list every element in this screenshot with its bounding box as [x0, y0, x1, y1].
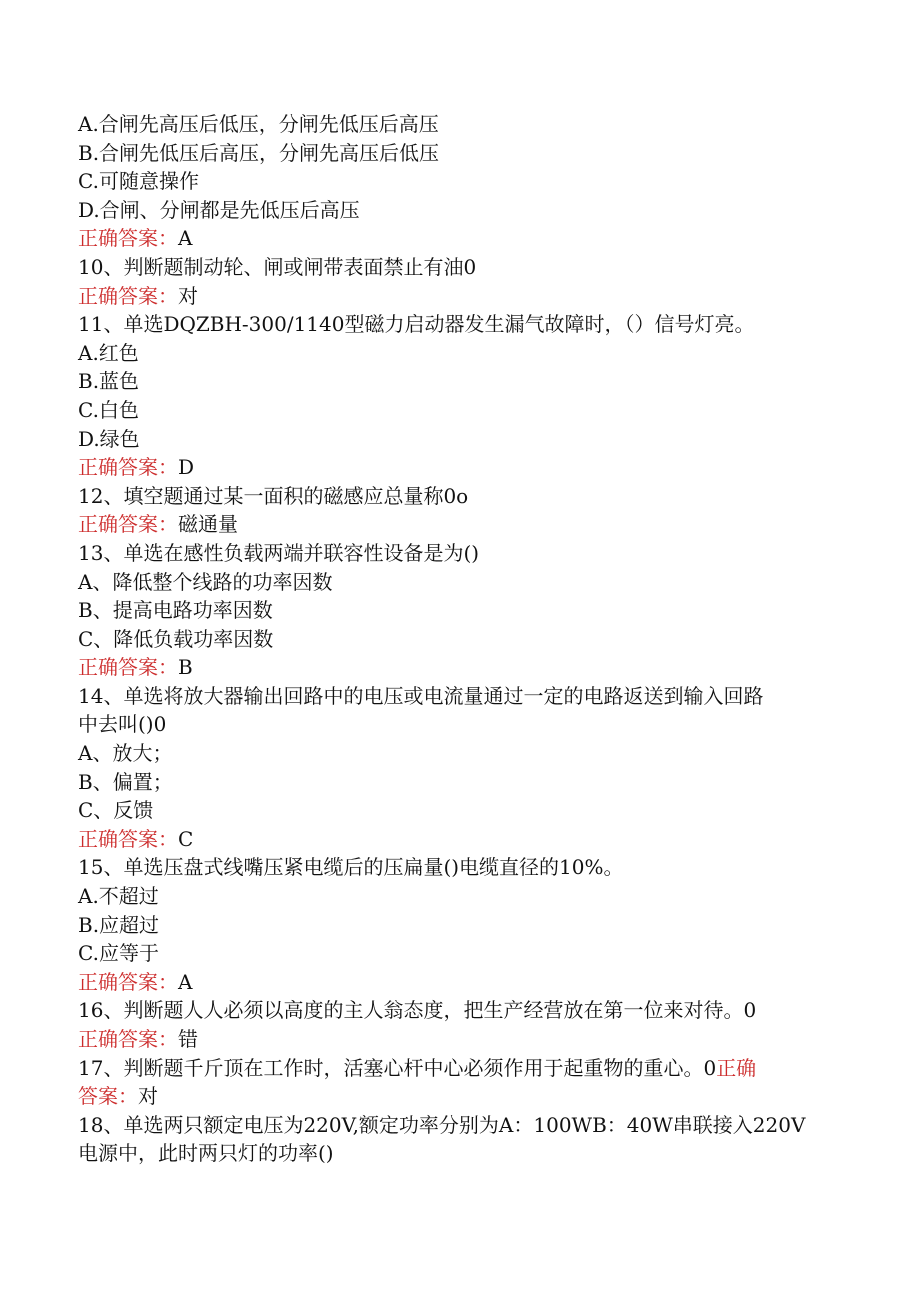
- q17-answer-label-part-2: 答案：: [78, 1084, 138, 1109]
- q11-answer-line: [78, 453, 823, 482]
- answer-label: 正确答案：: [78, 1027, 178, 1051]
- q17-answer-line: [78, 1082, 823, 1111]
- q12-answer-line: [78, 510, 823, 539]
- q14-question-line-1: 14、单选将放大器输出回路中的电压或电流量通过一定的电路返送到输入回路: [78, 683, 764, 708]
- q11-option-c: C.白色: [78, 397, 139, 422]
- q14-option-a: A、放大；: [78, 741, 173, 766]
- q9-option-d: D.合闸、分闸都是先低压后高压: [78, 197, 360, 222]
- q17-answer-label-part-1: 正确: [716, 1055, 757, 1080]
- q11-option-b: B.蓝色: [78, 369, 140, 394]
- q9-option-c: C.可随意操作: [78, 169, 199, 194]
- document-page: [78, 110, 823, 1168]
- q14-option-b: B、偏置；: [78, 769, 173, 794]
- q15-answer-line: [78, 968, 823, 997]
- q17-question-line: [78, 1054, 823, 1083]
- q10-question: 10、判断题制动轮、闸或闸带表面禁止有油0: [78, 254, 477, 279]
- q15-answer-value: A: [178, 969, 193, 994]
- q18-question-line-2: 电源中，此时两只灯的功率(): [78, 1141, 334, 1166]
- q9-option-b: B.合闸先低压后高压，分闸先高压后低压: [78, 140, 440, 165]
- q15-option-c: C.应等于: [78, 941, 159, 966]
- q15-option-b: B.应超过: [78, 912, 160, 937]
- q9-answer-line: [78, 224, 823, 253]
- q16-answer-value: 错: [178, 1027, 198, 1051]
- q13-option-a: A、降低整个线路的功率因数: [78, 569, 333, 594]
- q9-option-a: A.合闸先高压后低压，分闸先低压后高压: [78, 112, 439, 136]
- q13-option-c: C、降低负载功率因数: [78, 626, 274, 651]
- q11-question: 11、单选DQZBH-300/1140型磁力启动器发生漏气故障时，（）信号灯亮。: [78, 312, 755, 337]
- q14-answer-line: [78, 825, 823, 854]
- answer-label: 正确答案：: [78, 826, 178, 851]
- q16-answer-line: [78, 1025, 823, 1054]
- q14-option-c: C、反馈: [78, 798, 154, 823]
- q14-answer-value: C: [178, 826, 194, 851]
- answer-label: 正确答案：: [78, 969, 178, 994]
- answer-label: 正确答案：: [78, 226, 178, 251]
- q14-question-line-2: 中去叫()0: [78, 712, 167, 737]
- q11-answer-value: D: [178, 455, 195, 480]
- q12-answer-value: 磁通量: [178, 512, 238, 537]
- q18-question-line-1: 18、单选两只额定电压为220V,额定功率分别为A：100WB：40W串联接入220V: [78, 1112, 806, 1137]
- q13-answer-line: [78, 653, 823, 682]
- answer-label: 正确答案：: [78, 512, 178, 537]
- q9-answer-value: A: [178, 226, 193, 251]
- answer-label: 正确答案：: [78, 283, 178, 308]
- q12-question: 12、填空题通过某一面积的磁感应总量称0o: [78, 483, 469, 508]
- q17-answer-value: 对: [138, 1084, 158, 1109]
- answer-label: 正确答案：: [78, 655, 178, 680]
- q16-question: 16、判断题人人必须以高度的主人翁态度，把生产经营放在第一位来对待。0: [78, 998, 757, 1023]
- q11-option-a: A.红色: [78, 340, 139, 365]
- answer-label: 正确答案：: [78, 455, 178, 480]
- q10-answer-line: [78, 282, 823, 311]
- q11-option-d: D.绿色: [78, 426, 140, 451]
- q17-question: 17、判断题千斤顶在工作时，活塞心杆中心必须作用于起重物的重心。0: [78, 1055, 717, 1080]
- q13-option-b: B、提高电路功率因数: [78, 598, 273, 623]
- q15-option-a: A.不超过: [78, 884, 159, 909]
- q10-answer-value: 对: [178, 283, 198, 308]
- q13-question: 13、单选在感性负载两端并联容性设备是为(): [78, 540, 480, 565]
- q13-answer-value: B: [178, 655, 193, 680]
- q15-question: 15、单选压盘式线嘴压紧电缆后的压扁量()电缆直径的10%。: [78, 855, 624, 880]
